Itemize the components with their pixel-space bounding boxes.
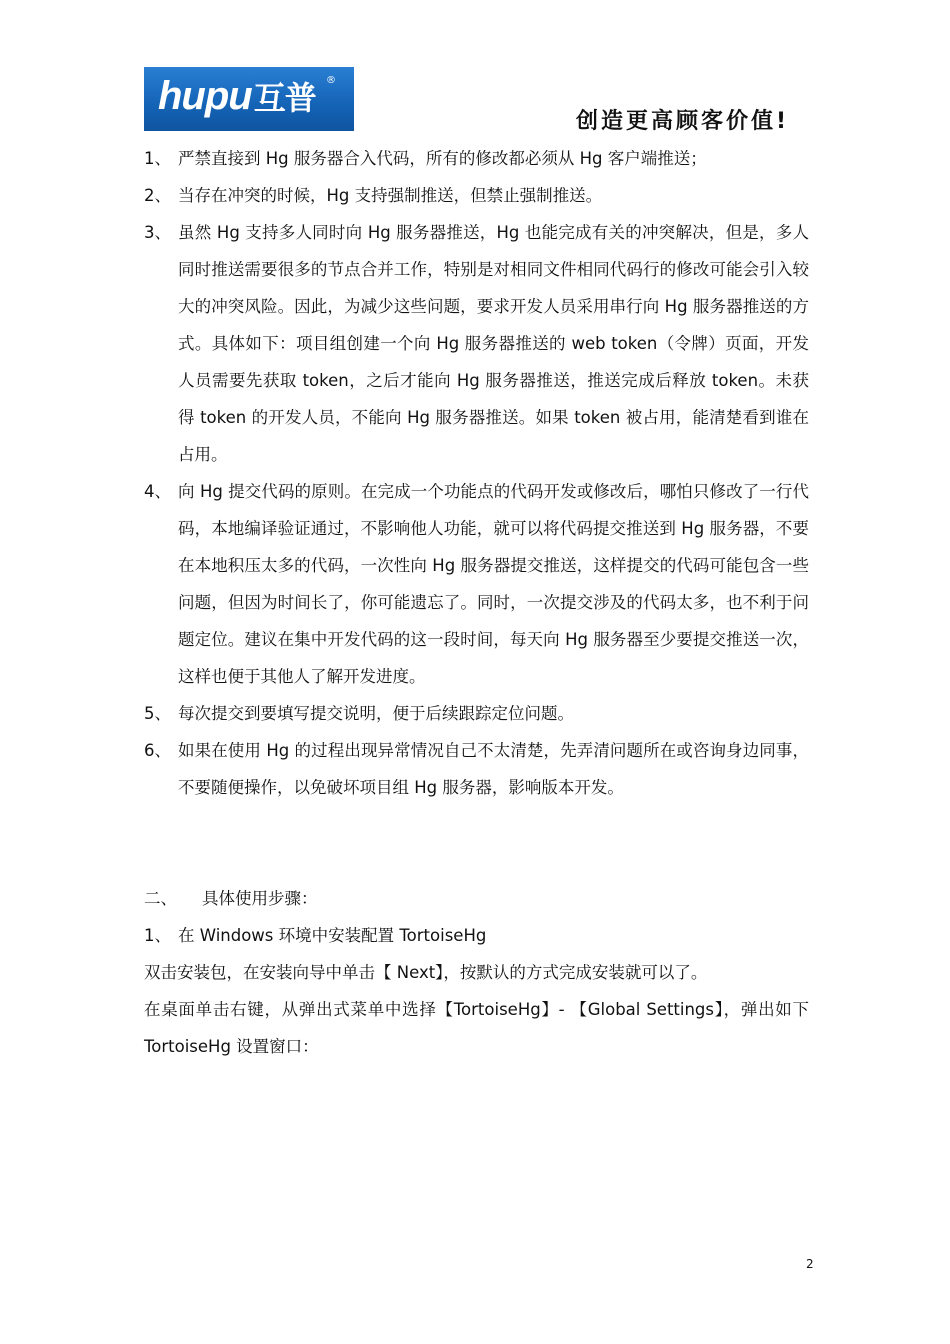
install-paragraph: 双击安装包，在安装向导中单击【 Next】，按默认的方式完成安装就可以了。 (144, 963, 708, 982)
document-body (144, 140, 809, 1065)
rule-item-3 (144, 214, 809, 473)
rule-item-2 (144, 177, 809, 214)
rule-item-5 (144, 695, 809, 732)
logo-wordmark: hupu互普 (158, 74, 316, 118)
section-title: 具体使用步骤： (202, 889, 318, 908)
rule-item-1 (144, 140, 809, 177)
company-logo (144, 67, 354, 131)
step-heading (144, 917, 809, 954)
rule-text: 严禁直接到 Hg 服务器合入代码，所有的修改都必须从 Hg 客户端推送； (178, 149, 707, 168)
rule-text: 当存在冲突的时候，Hg 支持强制推送，但禁止强制推送。 (178, 186, 603, 205)
rule-item-4 (144, 473, 809, 695)
rule-number: 4、 (144, 482, 171, 501)
rule-item-6 (144, 732, 809, 806)
section-heading (144, 880, 809, 917)
rule-number: 1、 (144, 149, 171, 168)
step-number: 1、 (144, 926, 171, 945)
section-number: 二、 (144, 889, 177, 908)
rule-text: 虽然 Hg 支持多人同时向 Hg 服务器推送，Hg 也能完成有关的冲突解决，但是，多人同时推送需要很多的节点合并工作，特别是对相同文件相同代码行的修改可能会引入较大的冲突风险。因此，为减少这些问题，要求开发人员采用串行向 Hg 服务器推送的方式。具体如下：项目组创建一个向 Hg 服务器推送的 web token（令牌）页面，开发人员需要先获取 token，之后才能向 Hg 服务器推送，推送完成后释放 token。未获得 token 的开发人员，不能向 Hg 服务器推送。如果 token 被占用，能清楚看到谁在占用。 (178, 223, 809, 464)
page-number: 2 (806, 1257, 814, 1271)
rule-text: 向 Hg 提交代码的原则。在完成一个功能点的代码开发或修改后，哪怕只修改了一行代码，本地编译验证通过，不影响他人功能，就可以将代码提交推送到 Hg 服务器，不要在本地积压太多的代码，一次性向 Hg 服务器提交推送，这样提交的代码可能包含一些问题，但因为时间长了，你可能遗忘了。同时，一次提交涉及的代码太多，也不利于问题定位。建议在集中开发代码的这一段时间，每天向 Hg 服务器至少要提交推送一次，这样也便于其他人了解开发进度。 (178, 482, 809, 686)
slogan: 创造更高顾客价值! (576, 109, 790, 134)
rule-number: 6、 (144, 741, 171, 760)
step-title: 在 Windows 环境中安装配置 TortoiseHg (178, 926, 487, 945)
spacer (144, 806, 809, 880)
settings-paragraph: 在桌面单击右键，从弹出式菜单中选择【TortoiseHg】- 【Global Settings】，弹出如下 TortoiseHg 设置窗口： (144, 1000, 809, 1056)
registered-mark: ® (326, 75, 336, 86)
rule-number: 3、 (144, 223, 171, 242)
rule-number: 2、 (144, 186, 171, 205)
rule-text: 每次提交到要填写提交说明，便于后续跟踪定位问题。 (178, 704, 574, 723)
rule-number: 5、 (144, 704, 171, 723)
rule-text: 如果在使用 Hg 的过程出现异常情况自己不太清楚，先弄清问题所在或咨询身边同事，不要随便操作，以免破坏项目组 Hg 服务器，影响版本开发。 (178, 741, 809, 797)
